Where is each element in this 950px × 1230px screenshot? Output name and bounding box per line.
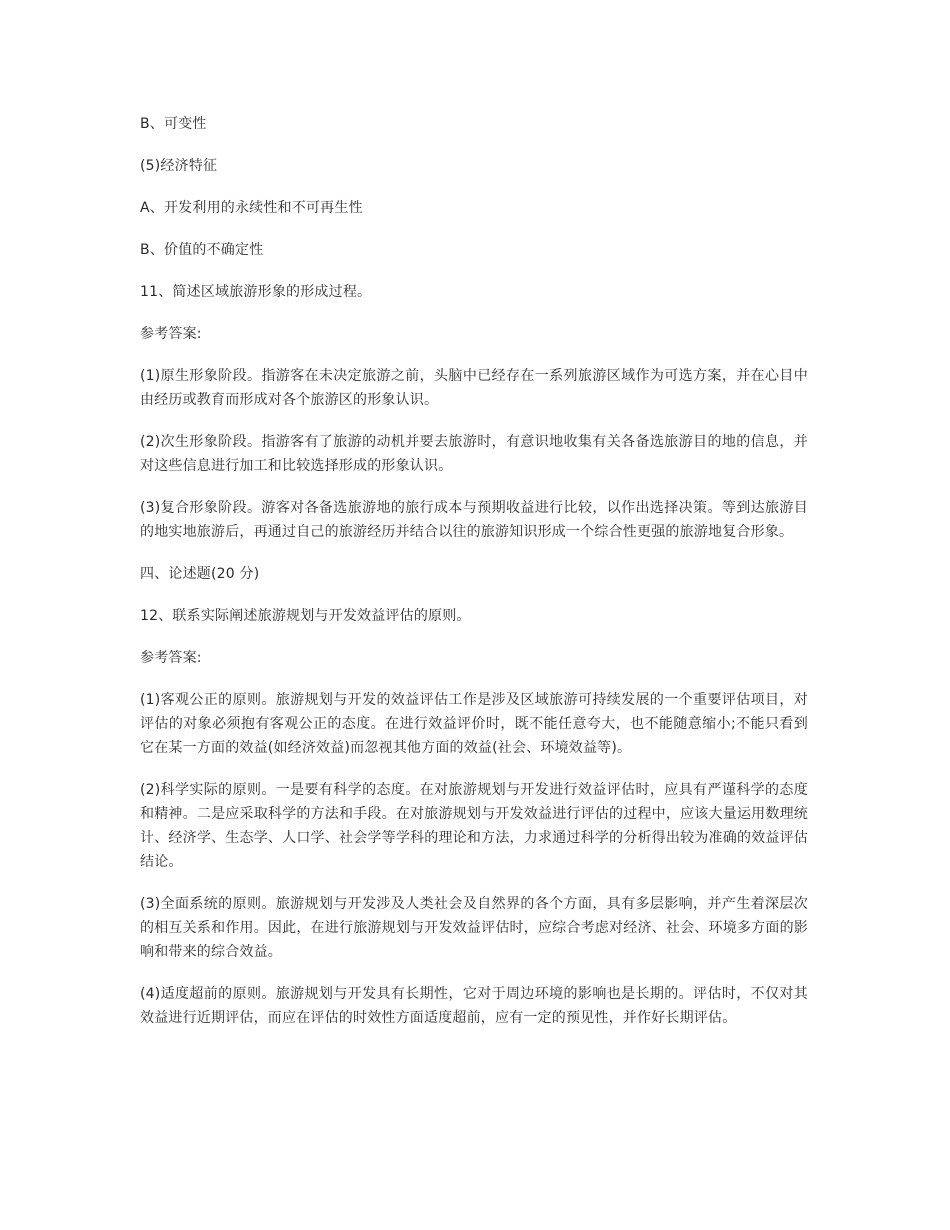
question-11: 11、简述区域旅游形象的形成过程。 — [140, 284, 372, 300]
section-heading-essay: 四、论述题(20 分) — [140, 566, 260, 582]
option-b-variability: B、可变性 — [140, 116, 207, 132]
question-12: 12、联系实际阐述旅游规划与开发效益评估的原则。 — [140, 608, 471, 624]
answer-11-item-2: (2)次生形象阶段。指游客有了旅游的动机并要去旅游时，有意识地收集有关各备选旅游目的地的信息，并对这些信息进行加工和比较选择形成的形象认识。 — [140, 434, 808, 474]
answer-label-12: 参考答案: — [140, 650, 202, 666]
answer-12-item-4: (4)适度超前的原则。旅游规划与开发具有长期性，它对于周边环境的影响也是长期的。评估时，不仅对其效益进行近期评估，而应在评估的时效性方面适度超前，应有一定的预见性，并作好长期评估。 — [140, 986, 808, 1026]
answer-label-11: 参考答案: — [140, 326, 202, 342]
heading-economic-features: (5)经济特征 — [140, 158, 218, 174]
answer-11-item-3: (3)复合形象阶段。游客对各备选旅游地的旅行成本与预期收益进行比较，以作出选择决策。等到达旅游目的地实地旅游后，再通过自己的旅游经历并结合以往的旅游知识形成一个综合性更强的旅游地复合形象。 — [140, 500, 808, 540]
answer-12-item-1: (1)客观公正的原则。旅游规划与开发的效益评估工作是涉及区域旅游可持续发展的一个重要评估项目，对评估的对象必须抱有客观公正的态度。在进行效益评价时，既不能任意夸大，也不能随意缩小;不能只看到它在某一方面的效益(如经济效益)而忽视其他方面的效益(社会、环境效益等)。 — [140, 692, 808, 756]
answer-11-item-1: (1)原生形象阶段。指游客在未决定旅游之前，头脑中已经存在一系列旅游区域作为可选方案，并在心目中由经历或教育而形成对各个旅游区的形象认识。 — [140, 368, 808, 408]
option-b-value-uncertainty: B、价值的不确定性 — [140, 242, 264, 258]
answer-12-item-3: (3)全面系统的原则。旅游规划与开发涉及人类社会及自然界的各个方面，具有多层影响，并产生着深层次的相互关系和作用。因此，在进行旅游规划与开发效益评估时，应综合考虑对经济、社会、环境多方面的影响和带来的综合效益。 — [140, 896, 808, 960]
document-page — [140, 112, 808, 1048]
answer-12-item-2: (2)科学实际的原则。一是要有科学的态度。在对旅游规划与开发进行效益评估时，应具有严谨科学的态度和精神。二是应采取科学的方法和手段。在对旅游规划与开发效益进行评估的过程中，应该大量运用数理统计、经济学、生态学、人口学、社会学等学科的理论和方法，力求通过科学的分析得出较为准确的效益评估结论。 — [140, 782, 808, 870]
option-a-sustainability: A、开发利用的永续性和不可再生性 — [140, 200, 363, 216]
